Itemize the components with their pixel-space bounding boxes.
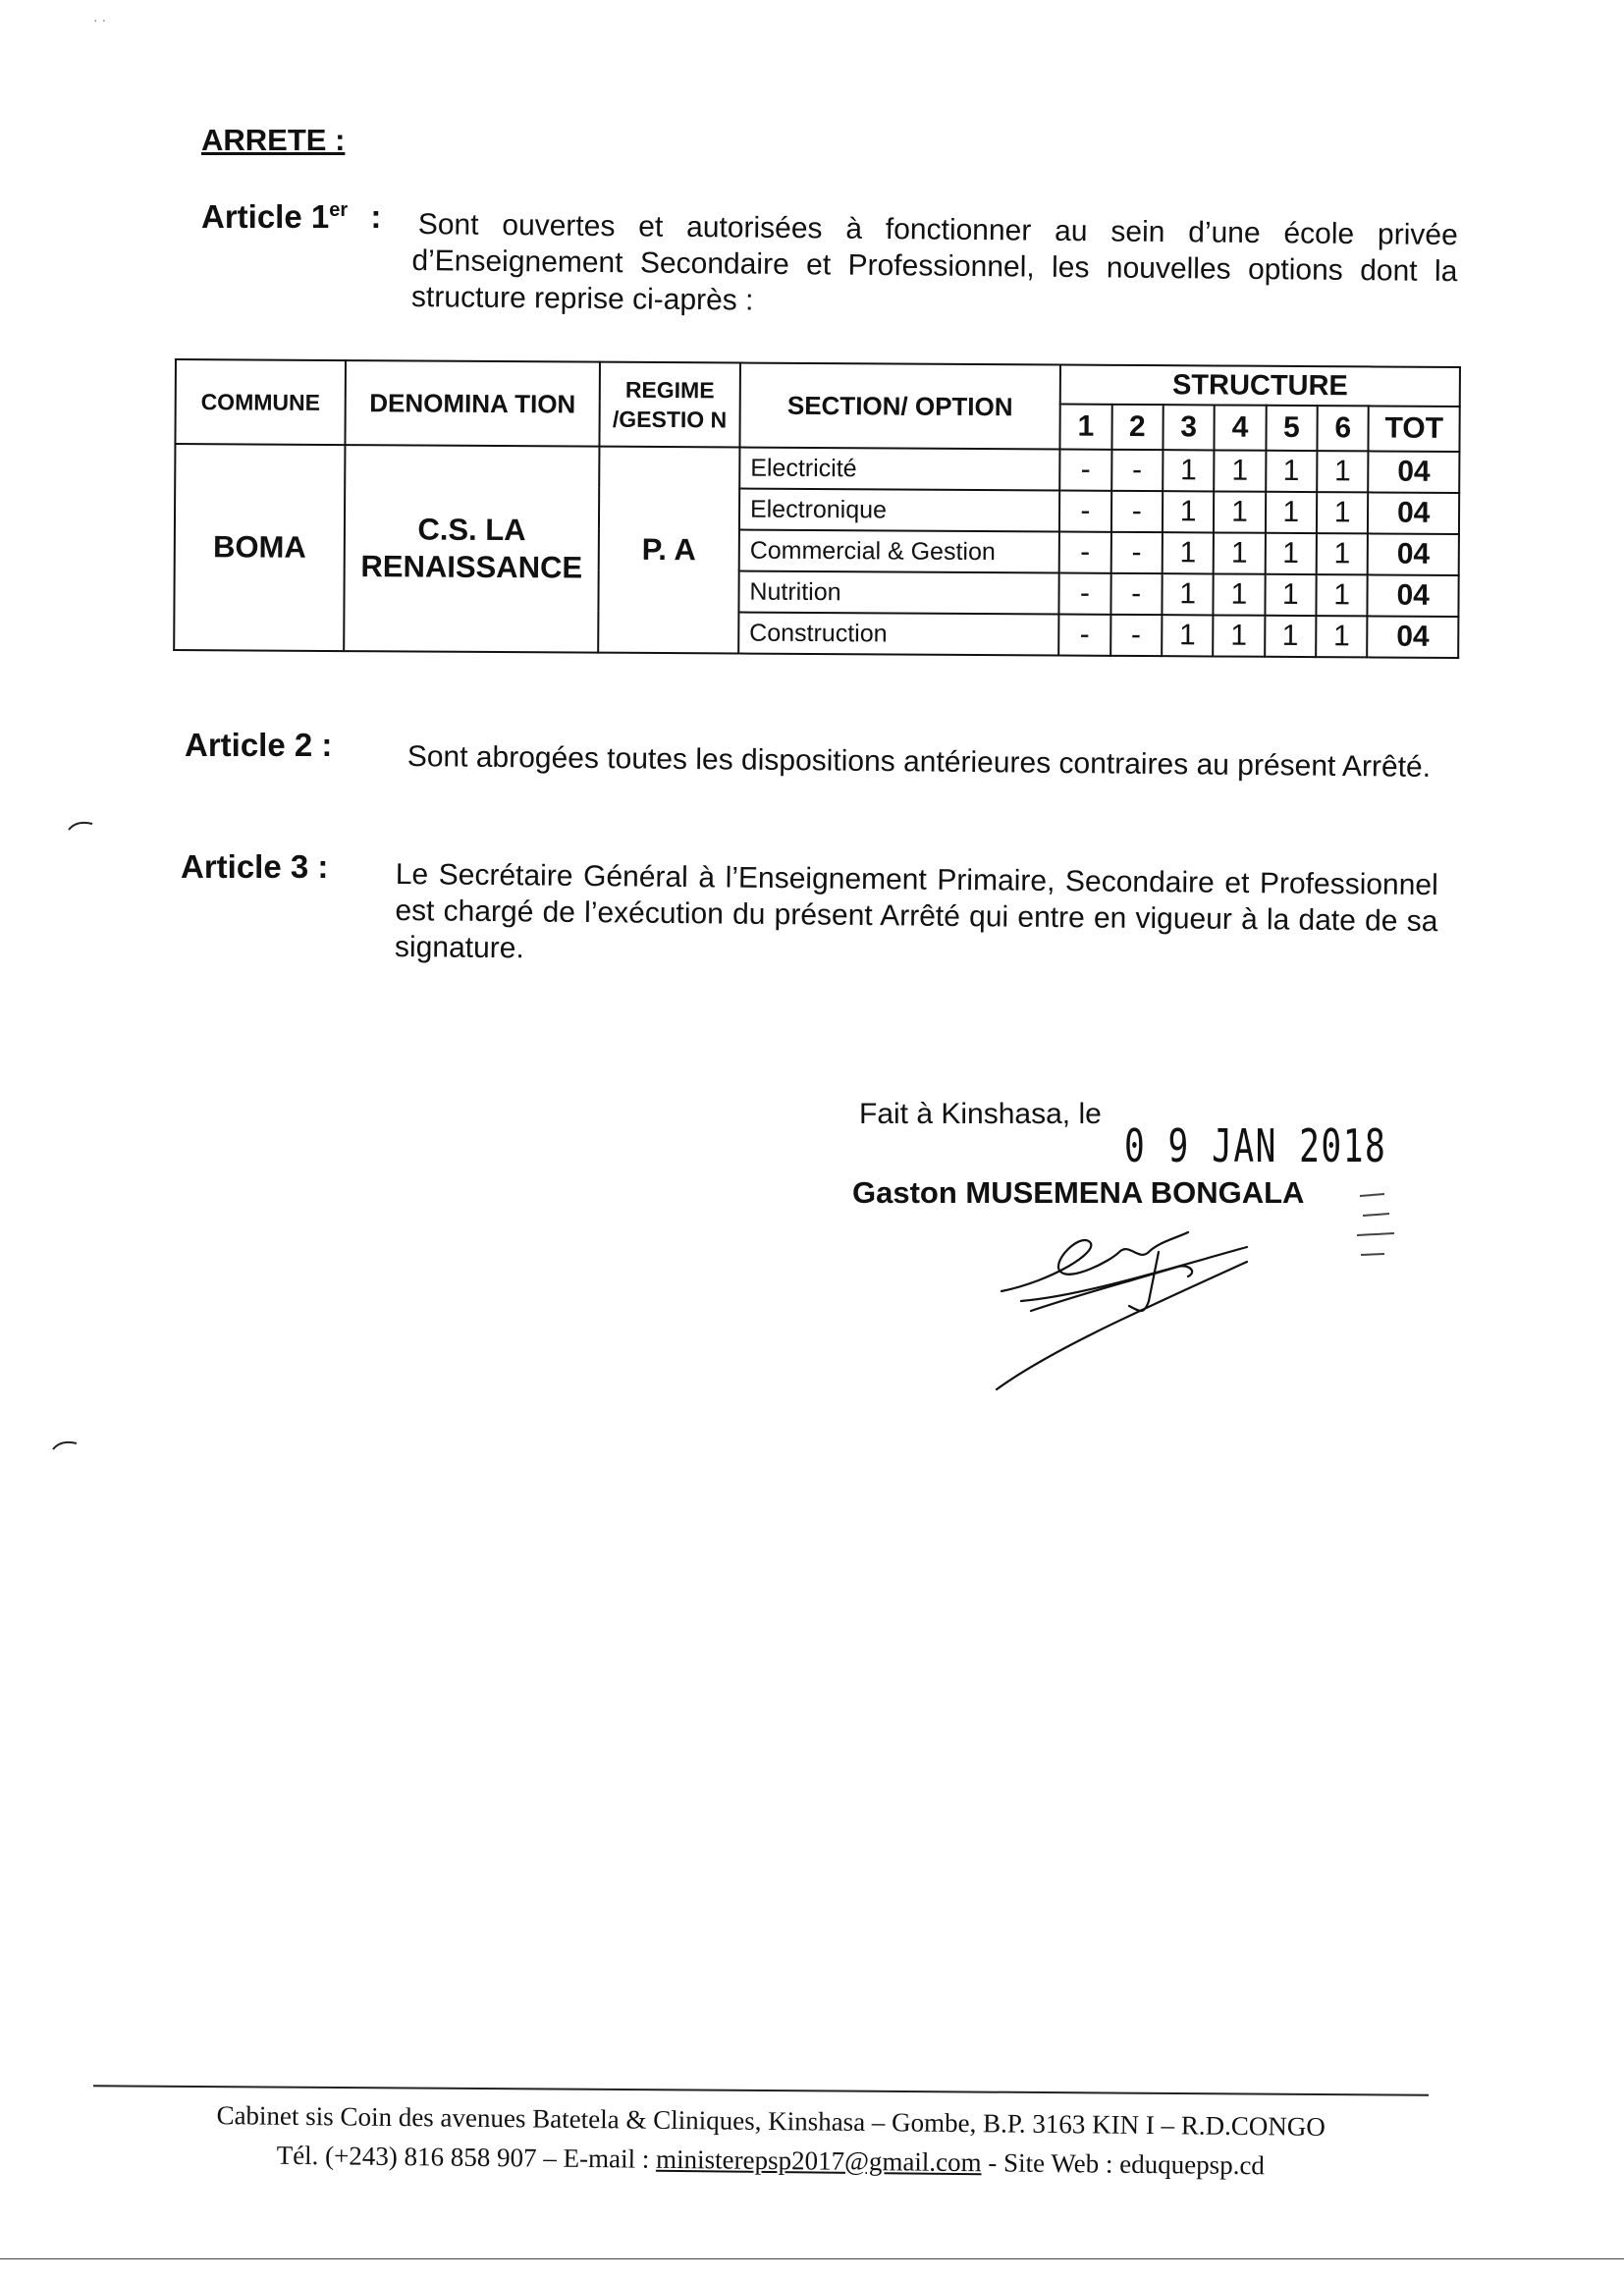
place-and-date-label: Fait à Kinshasa, le <box>859 1098 1102 1130</box>
signer-name: Gaston MUSEMENA BONGALA <box>852 1175 1305 1210</box>
cell-year-2: - <box>1110 491 1163 532</box>
cell-year-1: - <box>1059 450 1111 491</box>
cell-year-5: 1 <box>1266 451 1318 492</box>
decree-heading: ARRETE : <box>201 123 346 157</box>
cell-regime: P. A <box>598 447 739 654</box>
cell-total: 04 <box>1367 616 1458 658</box>
cell-year-6: 1 <box>1317 451 1369 492</box>
footer-tel: Tél. (+243) 816 858 907 – E-mail : <box>276 2140 657 2174</box>
cell-year-6: 1 <box>1316 574 1368 616</box>
article-3-label: Article 3 : <box>181 848 329 885</box>
header-total: TOT <box>1369 406 1460 452</box>
footer-rule <box>93 2085 1429 2095</box>
cell-year-4: 1 <box>1214 573 1266 615</box>
header-commune: COMMUNE <box>175 359 346 445</box>
cell-year-2: - <box>1110 615 1163 656</box>
cell-year-3: 1 <box>1163 491 1215 532</box>
article-3-body: Le Secrétaire Général à l’Enseignement Primaire, Secondaire et Professionnel est chargé de l’exécution du présent Arrêté qui entre en vigueur à la date de sa signature. <box>394 857 1438 965</box>
cell-year-4: 1 <box>1214 491 1266 532</box>
footer-site: - Site Web : eduquepsp.cd <box>981 2147 1266 2181</box>
cell-year-3: 1 <box>1162 615 1214 656</box>
date-stamp: 0 9 JAN 2018 <box>1124 1119 1387 1172</box>
cell-option: Electronique <box>739 489 1059 532</box>
page-bottom-rule <box>0 2258 1624 2259</box>
scan-dots: · · <box>93 12 107 27</box>
cell-option: Electricité <box>739 448 1059 491</box>
cell-denomination: C.S. LA RENAISSANCE <box>344 445 599 653</box>
header-section: SECTION/ OPTION <box>739 363 1060 450</box>
cell-year-6: 1 <box>1317 492 1369 533</box>
cell-year-2: - <box>1111 450 1164 491</box>
table-header-row <box>176 359 1460 407</box>
header-year-6: 6 <box>1317 406 1369 451</box>
header-year-3: 3 <box>1163 405 1215 450</box>
cell-total: 04 <box>1368 533 1459 575</box>
cell-year-5: 1 <box>1266 492 1318 533</box>
structure-table <box>173 358 1461 659</box>
article-1-body: Sont ouvertes et autorisées à fonctionner au sein d’une école privée d’Enseignement Secondaire et Professionnel, les nouvelles options dont la structure reprise ci-après : <box>410 208 1458 317</box>
cell-year-2: - <box>1110 532 1163 573</box>
cell-option: Construction <box>738 613 1058 656</box>
cell-year-2: - <box>1110 573 1163 615</box>
header-regime: REGIME /GESTIO N <box>599 362 739 448</box>
cell-total: 04 <box>1368 574 1459 617</box>
footer-address <box>147 2094 1395 2186</box>
margin-mark-bottom <box>51 1438 79 1451</box>
footer-line-1: Cabinet sis Coin des avenues Batetela & Cliniques, Kinshasa – Gombe, B.P. 3163 KIN I – R.D.CONGO <box>216 2100 1326 2142</box>
cell-option: Nutrition <box>738 571 1058 615</box>
header-structure: STRUCTURE <box>1060 365 1460 407</box>
cell-total: 04 <box>1368 492 1459 534</box>
cell-year-1: - <box>1059 532 1111 573</box>
header-year-2: 2 <box>1111 405 1164 450</box>
article-1-label <box>201 198 381 236</box>
cell-year-3: 1 <box>1163 450 1215 491</box>
article-2-label: Article 2 : <box>185 727 333 763</box>
cell-year-4: 1 <box>1214 532 1266 573</box>
cell-year-1: - <box>1058 615 1110 656</box>
header-year-4: 4 <box>1215 405 1267 450</box>
cell-year-3: 1 <box>1163 532 1215 573</box>
article-1-colon: : <box>370 198 382 235</box>
cell-option: Commercial & Gestion <box>739 530 1059 573</box>
cell-year-5: 1 <box>1265 616 1317 657</box>
cell-year-5: 1 <box>1265 574 1317 616</box>
cell-commune: BOMA <box>174 444 345 651</box>
header-year-1: 1 <box>1060 405 1112 450</box>
cell-year-6: 1 <box>1317 533 1369 574</box>
cell-total: 04 <box>1369 451 1460 493</box>
cell-year-4: 1 <box>1214 450 1266 491</box>
cell-year-5: 1 <box>1265 533 1317 574</box>
article-2-body: Sont abrogées toutes les dispositions antérieures contraires au présent Arrêté. <box>406 739 1432 784</box>
header-denomination: DENOMINA TION <box>346 360 600 447</box>
handwritten-signature <box>992 1222 1286 1399</box>
cell-year-1: - <box>1059 491 1111 532</box>
cell-year-6: 1 <box>1316 616 1368 657</box>
article-1-label-text: Article 1 <box>201 198 330 235</box>
article-1-label-sup: er <box>329 199 349 221</box>
stamp-dashes <box>1355 1186 1404 1284</box>
header-year-5: 5 <box>1266 406 1318 451</box>
cell-year-1: - <box>1059 573 1111 615</box>
footer-email-link[interactable]: ministerepsp2017@gmail.com <box>655 2144 982 2178</box>
cell-year-3: 1 <box>1162 573 1214 615</box>
margin-mark-top <box>67 818 94 832</box>
table-row <box>175 444 1459 493</box>
cell-year-4: 1 <box>1213 615 1265 656</box>
